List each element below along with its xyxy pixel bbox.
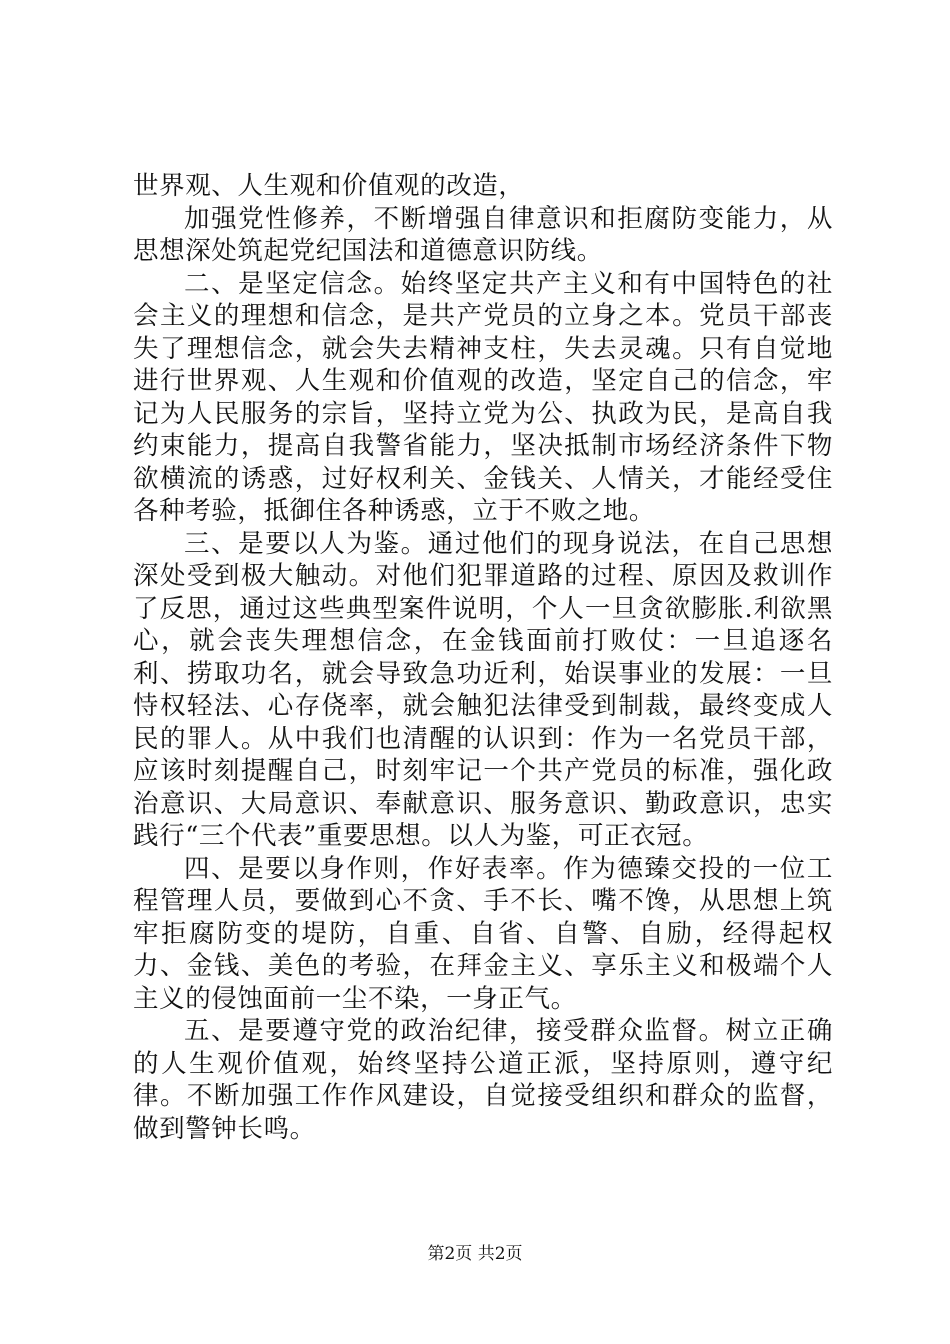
paragraph-5: 四、是要以身作则，作好表率。作为德臻交投的一位工程管理人员，要做到心不贪、手不长、嘴不馋，从思想上筑牢拒腐防变的堤防，自重、自省、自警、自励，经得起权力、金钱、美色的考验，在拜金主义、享乐主义和极端个人主义的侵蚀面前一尘不染，一身正气。 (133, 853, 833, 1014)
paragraph-2: 加强党性修养，不断增强自律意识和拒腐防变能力，从思想深处筑起党纪国法和道德意识防线。 (133, 203, 833, 266)
paragraph-6: 五、是要遵守党的政治纪律，接受群众监督。树立正确的人生观价值观，始终坚持公道正派，坚持原则，遵守纪律。不断加强工作作风建设，自觉接受组织和群众的监督，做到警钟长鸣。 (133, 1016, 833, 1144)
paragraph-4: 三、是要以人为鉴。通过他们的现身说法，在自己思想深处受到极大触动。对他们犯罪道路的过程、原因及救训作了反思，通过这些典型案件说明，个人一旦贪欲膨胀.利欲黑心，就会丧失理想信念，在金钱面前打败仗：一旦追逐名利、捞取功名，就会导致急功近利，始误事业的发展：一旦恃权轻法、心存侥率，就会触犯法律受到制裁，最终变成人民的罪人。从中我们也清醒的认识到：作为一名党员干部，应该时刻提醒自己，时刻牢记一个共产党员的标准，强化政治意识、大局意识、奉献意识、服务意识、勤政意识，忠实践行“三个代表”重要思想。以人为鉴，可正衣冠。 (133, 528, 833, 851)
document-body (133, 170, 833, 1145)
page-footer: 第2页 共2页 (427, 1244, 523, 1264)
paragraph-3: 二、是坚定信念。始终坚定共产主义和有中国特色的社会主义的理想和信念，是共产党员的立身之本。党员干部丧失了理想信念，就会失去精神支柱，失去灵魂。只有自觉地进行世界观、人生观和价值观的改造，坚定自己的信念，牢记为人民服务的宗旨，坚持立党为公、执政为民，是高自我约束能力，提高自我警省能力，坚决抵制市场经济条件下物欲横流的诱惑，过好权利关、金钱关、人情关，才能经受住各种考验，抵御住各种诱惑，立于不败之地。 (133, 268, 833, 526)
paragraph-1: 世界观、人生观和价值观的改造， (133, 171, 525, 201)
